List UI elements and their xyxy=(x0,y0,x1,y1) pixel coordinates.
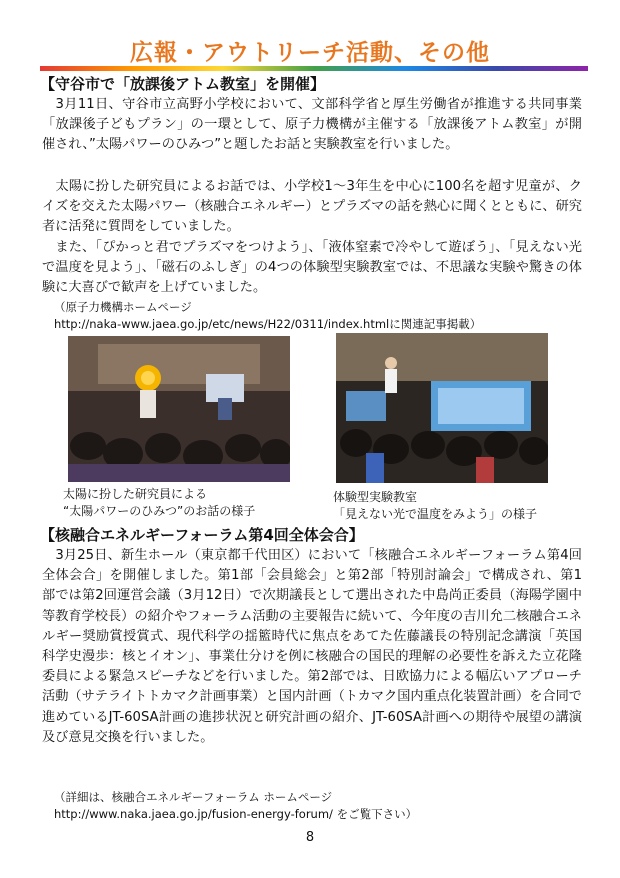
section1-heading: 【守谷市で「放課後アトム教室」を開催】 xyxy=(40,75,326,93)
photo-sun-researcher-talk xyxy=(68,336,290,482)
title-rainbow-rule xyxy=(40,66,588,71)
section1-paragraph1: 3月11日、守谷市立高野小学校において、文部科学省と厚生労働省が推進する共同事業「放課後子どもプラン」の一環として、原子力機構が主催する「放課後アトム教室」が開催され、”太陽パワーのひみつ”と題したお話と実験教室を行いました。 xyxy=(42,97,582,152)
section1-paragraph2: 太陽に扮した研究員によるお話では、小学校1～3年生を中心に100名を超す児童が、クイズを交えた太陽パワー（核融合エネルギー）とプラズマの話を熱心に聞くとともに、研究者に活発に質問をしていました。 xyxy=(42,179,582,234)
section2-ref-link[interactable]: http://www.naka.jaea.go.jp/fusion-energy-forum/ をご覧下さい） xyxy=(54,807,418,821)
photo1-caption-line2: “太陽パワーのひみつ”のお話の様子 xyxy=(63,504,256,518)
section1-ref-line1: （原子力機構ホームページ xyxy=(54,300,192,314)
section2-ref-line1: （詳細は、核融合エネルギーフォーラム ホームページ xyxy=(54,790,333,804)
photo2-caption-line2: 「見えない光で温度をみよう」の様子 xyxy=(333,507,538,521)
photo1-caption-line1: 太陽に扮した研究員による xyxy=(63,487,208,501)
photo-experiment-class-image xyxy=(336,333,548,483)
photo-experiment-class xyxy=(336,333,548,483)
section1-paragraph3: また、「ぴかっと君でプラズマをつけよう」、「液体窒素で冷やして遊ぼう」、「見えない光で温度を見よう」、「磁石のふしぎ」の4つの体験型実験教室では、不思議な実験や驚きの体験に大喜びで歓声を上げていました。 xyxy=(42,240,582,295)
section2-paragraph1: 3月25日、新生ホール（東京都千代田区）において「核融合エネルギーフォーラム第4回全体会合」を開催しました。第1部「会員総会」と第2部「特別討論会」で構成され、第1部では第2回運営会議（3月12日）で次期議長として選出された中島尚正委員（海陽学園中等教育学校長）の紹介やフォーラム活動の主要報告に続いて、今年度の吉川允二核融合エネルギー奨励賞授賞式、現代科学の揺籃時代に焦点をあてた佐藤議長の特別記念講演「英国科学史漫歩：核とイオン」、事業仕分けを例に核融合の国民的理解の必要性を訴えた立花隆委員による緊急スピーチなどを行いました。第2部では、日欧協力による幅広いアプローチ活動（サテライトトカマク計画事業）と国内計画（トカマク国内重点化装置計画）を合同で進めているJT-60SA計画の進捗状況と研究計画の紹介、JT-60SA計画への期待や展望の講演及び意見交換を行いました。 xyxy=(42,548,582,745)
page-number: 8 xyxy=(305,830,315,845)
section2-heading: 【核融合エネルギーフォーラム第4回全体会合】 xyxy=(40,526,364,544)
photo2-caption-line1: 体験型実験教室 xyxy=(333,490,418,504)
section1-ref-link[interactable]: http://naka-www.jaea.go.jp/etc/news/H22/0311/index.htmlに関連記事掲載） xyxy=(54,317,482,331)
photo-sun-researcher-image xyxy=(68,336,290,482)
page-title: 広報・アウトリーチ活動、その他 xyxy=(130,40,490,66)
